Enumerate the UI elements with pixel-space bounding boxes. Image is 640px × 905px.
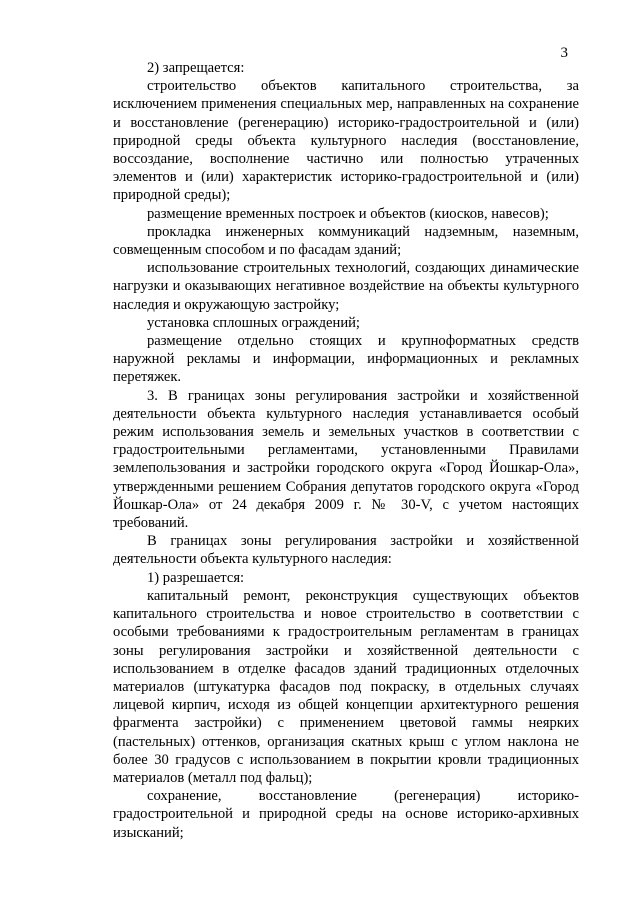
paragraph-zone-intro: В границах зоны регулирования застройки и хозяйственной деятельности объекта культурного наследия: bbox=[113, 533, 579, 568]
page-number: 3 bbox=[560, 45, 568, 61]
paragraph-temporary-structures: размещение временных построек и объектов (киосков, навесов); bbox=[147, 205, 549, 222]
paragraph-capital-repair: капитальный ремонт, реконструкция существующих объектов капитального строительства и новое строительство в соответствии с особыми требованиями к градостроительным регламентам в границах зоны регулирования застройки и хозяйственной деятельности с использованием в отделке фасадов зданий традиционных отделочных материалов (штукатурка фасадов под покраску, в отдельных случаях лицевой кирпич, исходя из общей концепции архитектурного решения фрагмента застройки) с применением цветовой гаммы неярких (пастельных) оттенков, организация скатных крыш с углом наклона не более 30 градусов с использованием в покрытии кровли традиционных материалов (металл под фальц); bbox=[113, 587, 579, 786]
paragraph-engineering-networks: прокладка инженерных коммуникаций надземным, наземным, совмещенным способом и по фасадам зданий; bbox=[113, 223, 579, 259]
paragraph-prohibited-heading: 2) запрещается: bbox=[147, 60, 245, 76]
document-body bbox=[113, 59, 579, 842]
paragraph-section-3: 3. В границах зоны регулирования застройки и хозяйственной деятельности объекта культурного наследия устанавливается особый режим использования земель и земельных участков в соответствии с градостроительными регламентами, установленными Правилами землепользования и застройки городского округа «Город Йошкар-Ола», утвержденными решением Собрания депутатов городского округа «Город Йошкар-Ола» от 24 декабря 2009 г. № 30-V, с учетом настоящих требований. bbox=[113, 387, 579, 532]
paragraph-advertising: размещение отдельно стоящих и крупноформатных средств наружной рекламы и информации, информационных и рекламных перетяжек. bbox=[113, 333, 579, 386]
paragraph-construction-technologies: использование строительных технологий, создающих динамические нагрузки и оказывающих негативное воздействие на объекты культурного наследия и окружающую застройку; bbox=[113, 260, 579, 313]
paragraph-preservation: сохранение, восстановление (регенерация) историко-градостроительной и природной среды на основе историко-архивных изысканий; bbox=[113, 788, 579, 841]
paragraph-permitted-heading: 1) разрешается: bbox=[147, 569, 245, 586]
paragraph-fences: установка сплошных ограждений; bbox=[147, 314, 360, 331]
paragraph-construction: строительство объектов капитального строительства, за исключением применения специальных мер, направленных на сохранение и восстановление (регенерацию) историко-градостроительной и (или) природной среды объекта культурного наследия (восстановление, воссоздание, восполнение частично или полностью утраченных элементов и (или) характеристик историко-градостроительной и (или) природной среды); bbox=[113, 78, 579, 204]
